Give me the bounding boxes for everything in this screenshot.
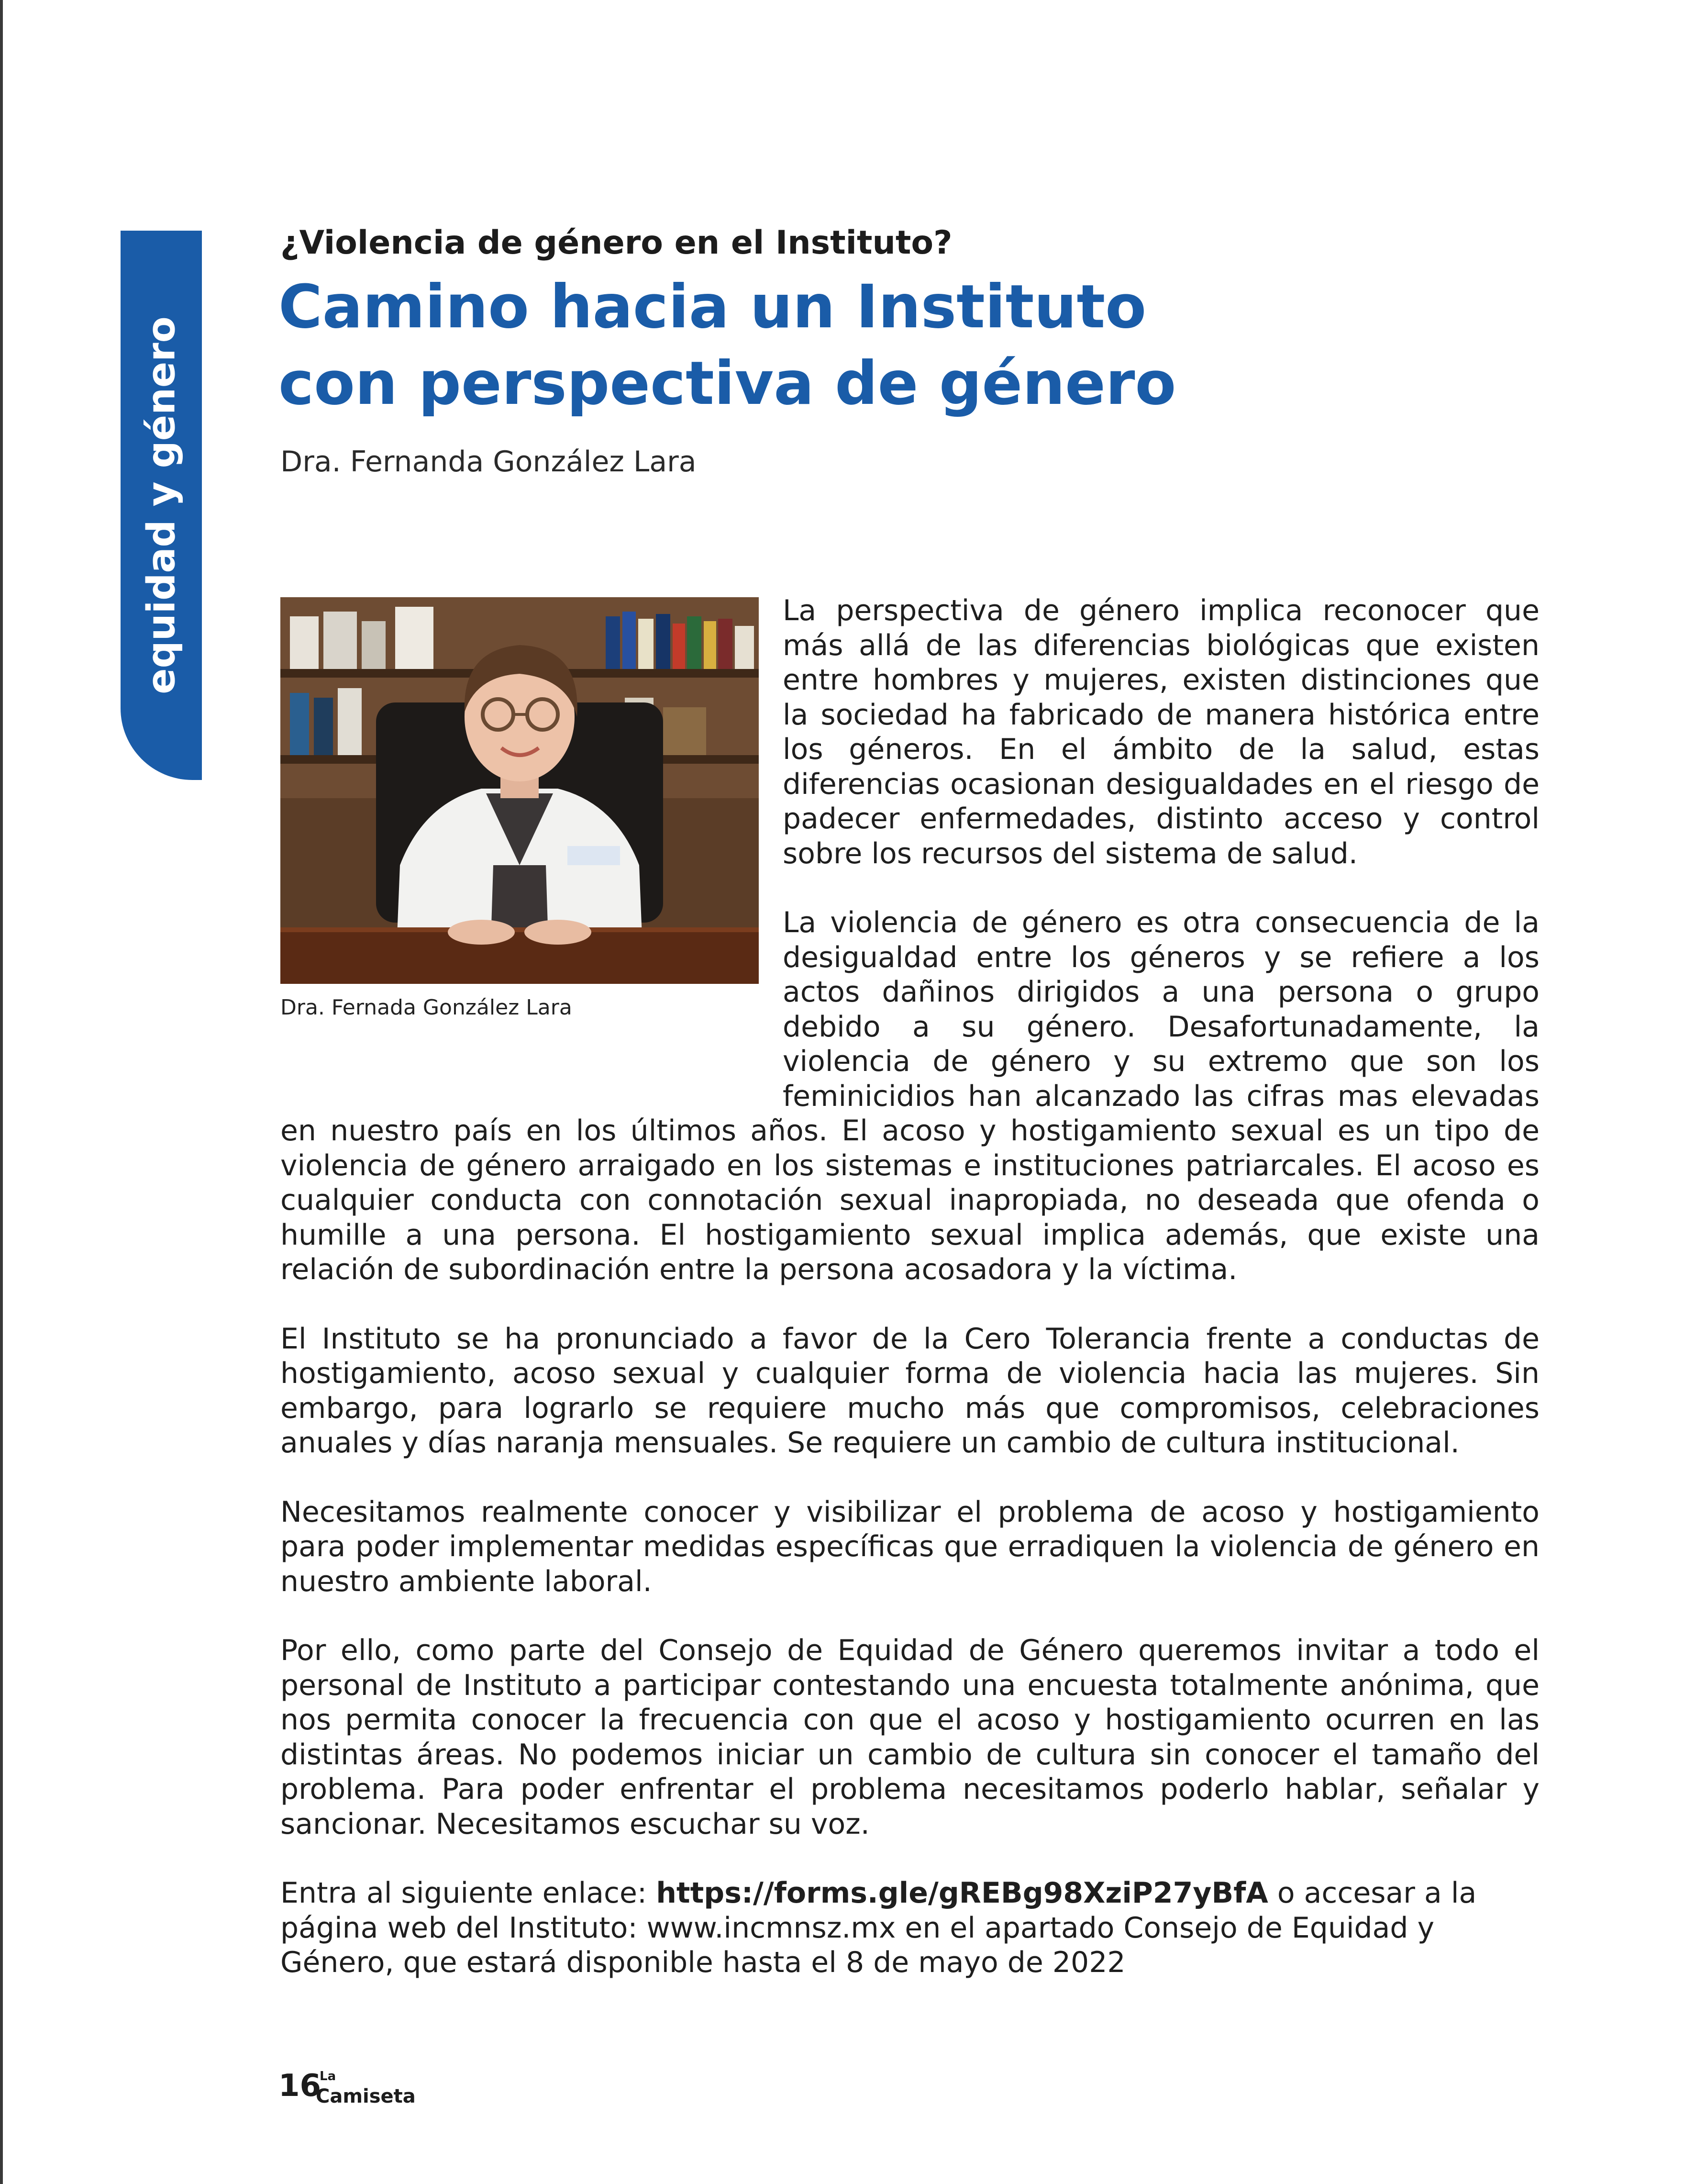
survey-link[interactable]: https://forms.gle/gREBg98XziP27yBfA xyxy=(656,1876,1268,1910)
section-tab-label: equidad y género xyxy=(139,316,184,694)
paragraph-5: Por ello, como parte del Consejo de Equidad de Género queremos invitar a todo el personal de Instituto a participar contestando una encuesta totalmente anónima, que nos permita conocer la frecuencia con que el acoso y hostigamiento ocurren en las distintas áreas. No podemos iniciar un cambio de cultura sin conocer el tamaño del problema. Para poder enfrentar el problema necesitamos poderlo hablar, señalar y sancionar. Necesitamos escuchar su voz. xyxy=(280,1634,1540,1841)
photo-wrap-spacer xyxy=(280,593,783,1081)
article-title-line-1: Camino hacia un Instituto xyxy=(278,272,1147,342)
photo-caption: Dra. Fernada González Lara xyxy=(280,995,572,1020)
article-title-line-2: con perspectiva de género xyxy=(278,349,1176,418)
section-tab xyxy=(121,231,202,780)
page-edge-line xyxy=(0,0,3,2184)
page-number: 16 xyxy=(278,2068,321,2104)
paragraph-2: La violencia de género es otra consecuencia de la desigualdad entre los géneros y se refiere a los actos dañinos dirigidos a una persona o grupo debido a su género. Desafortunadamente, la violencia de género y su extremo que son los feminicidios han alcanzado las cifras mas elevadas en nuestro país en los últimos años. El acoso y hostigamiento sexual es un tipo de violencia de género arraigado en los sistemas e instituciones patriarcales. El acoso es cualquier conducta con connotación sexual inapropiada, no deseada que ofenda o humille a una persona. El hostigamiento sexual implica además, que existe una relación de subordinación entre la persona acosadora y la víctima. xyxy=(280,906,1540,1286)
paragraph-1: La perspectiva de género implica reconocer que más allá de las diferencias biológicas que existen entre hombres y mujeres, existen distinciones que la sociedad ha fabricado de manera histórica entre los géneros. En el ámbito de la salud, estas diferencias ocasionan desigualdades en el riesgo de padecer enfermedades, distinto acceso y control sobre los recursos del sistema de salud. xyxy=(783,594,1540,870)
article-kicker: ¿Violencia de género en el Instituto? xyxy=(280,224,953,262)
footer-brand-small: La xyxy=(320,2069,336,2084)
article-body xyxy=(280,593,1540,2015)
closing-rest: o accesar a la página web del Instituto: www.incmnsz.mx en el apartado Consejo de Equidad y Género, que estará disponible hasta el 8 de mayo de 2022 xyxy=(280,1876,1477,1979)
paragraph-4: Necesitamos realmente conocer y visibilizar el problema de acoso y hostigamiento para poder implementar medidas específicas que erradiquen la violencia de género en nuestro ambiente laboral. xyxy=(280,1495,1540,1598)
article-author: Dra. Fernanda González Lara xyxy=(280,445,697,479)
closing-paragraph xyxy=(280,1876,1540,1980)
closing-intro: Entra al siguiente enlace: xyxy=(280,1876,656,1910)
paragraph-3: El Instituto se ha pronunciado a favor de la Cero Tolerancia frente a conductas de hostigamiento, acoso sexual y cualquier forma de violencia hacia las mujeres. Sin embargo, para lograrlo se requiere mucho más que compromisos, celebraciones anuales y días naranja mensuales. Se requiere un cambio de cultura institucional. xyxy=(280,1322,1540,1460)
footer-brand: Camiseta xyxy=(316,2085,416,2107)
article-title xyxy=(278,269,1176,422)
